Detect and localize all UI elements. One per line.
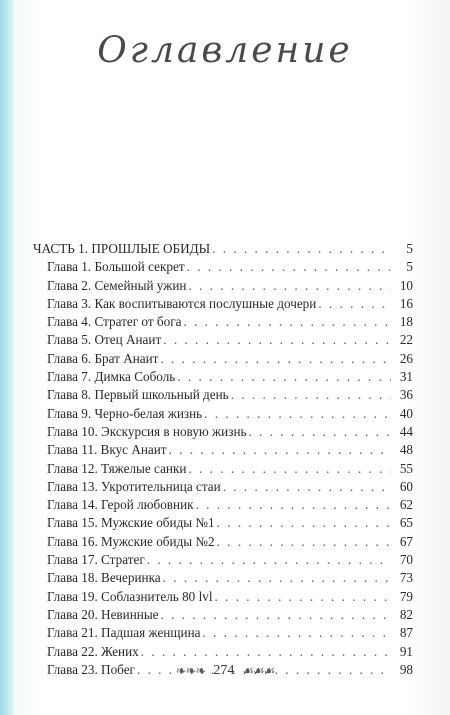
chapter-page: 65 [399, 515, 413, 531]
leader-dots [188, 277, 391, 295]
leader-dots [202, 624, 391, 642]
chapter-label: Глава 12. Тяжелые санки [47, 460, 187, 476]
chapter-page: 48 [399, 442, 413, 458]
leader-dots [196, 496, 391, 514]
toc-chapter-entry [33, 569, 413, 587]
leader-dots [188, 460, 391, 478]
chapter-list [33, 258, 413, 679]
chapter-page: 40 [399, 405, 413, 421]
leader-dots [204, 405, 391, 423]
part-label: ЧАСТЬ 1. ПРОШЛЫЕ ОБИДЫ [33, 241, 211, 256]
toc-chapter-entry [33, 295, 413, 313]
chapter-label: Глава 22. Жених [47, 643, 139, 659]
toc-chapter-entry [33, 313, 413, 331]
chapter-label: Глава 11. Вкус Анаит [47, 442, 167, 458]
toc-chapter-entry [33, 643, 413, 661]
leader-dots [215, 588, 392, 606]
chapter-label: Глава 15. Мужские обиды №1 [47, 515, 215, 531]
leader-dots [212, 240, 391, 258]
chapter-label: Глава 14. Герой любовник [47, 497, 194, 513]
chapter-label: Глава 10. Экскурсия в новую жизнь [47, 423, 247, 439]
chapter-label: Глава 16. Мужские обиды №2 [47, 533, 215, 549]
leader-dots [160, 350, 391, 368]
chapter-page: 62 [399, 497, 413, 513]
leader-dots [147, 551, 391, 569]
toc-chapter-entry [33, 478, 413, 496]
leader-dots [187, 258, 391, 276]
chapter-label: Глава 5. Отец Анаит [47, 332, 162, 348]
chapter-page: 5 [406, 259, 413, 275]
chapter-label: Глава 19. Соблазнитель 80 lvl [47, 588, 213, 604]
toc-chapter-entry [33, 423, 413, 441]
chapter-label: Глава 1. Большой секрет [47, 259, 185, 275]
leader-dots [161, 606, 391, 624]
toc-chapter-entry [33, 368, 413, 386]
leader-dots [217, 533, 391, 551]
leader-dots [169, 441, 391, 459]
chapter-page: 10 [399, 277, 413, 293]
toc-chapter-entry [33, 350, 413, 368]
toc-chapter-entry [33, 386, 413, 404]
chapter-label: Глава 17. Стратег [47, 552, 145, 568]
page-number: 274 [213, 663, 235, 678]
toc-chapter-entry [33, 460, 413, 478]
leader-dots [249, 423, 391, 441]
toc-chapter-entry [33, 496, 413, 514]
chapter-label: Глава 6. Брат Анаит [47, 350, 159, 366]
chapter-page: 73 [399, 570, 413, 586]
leader-dots [217, 514, 391, 532]
toc-chapter-entry [33, 258, 413, 276]
chapter-label: Глава 2. Семейный ужин [47, 277, 187, 293]
chapter-page: 70 [399, 552, 413, 568]
page-footer [0, 663, 450, 679]
ornament-left-icon: ❧❧❧ [175, 663, 206, 678]
chapter-page: 60 [399, 478, 413, 494]
leader-dots [223, 478, 391, 496]
toc-chapter-entry [33, 277, 413, 295]
chapter-page: 31 [399, 369, 413, 385]
chapter-label: Глава 18. Вечеринка [47, 570, 161, 586]
chapter-label: Глава 13. Укротительница стаи [47, 478, 221, 494]
chapter-page: 16 [399, 295, 413, 311]
chapter-page: 98 [399, 661, 413, 677]
chapter-label: Глава 3. Как воспитываются послушные дочери [47, 295, 317, 311]
toc-chapter-entry [33, 514, 413, 532]
toc-chapter-entry [33, 533, 413, 551]
toc-chapter-entry [33, 624, 413, 642]
chapter-page: 22 [399, 332, 413, 348]
chapter-label: Глава 8. Первый школьный день [47, 387, 229, 403]
chapter-page: 18 [399, 314, 413, 330]
chapter-label: Глава 4. Стратег от бога [47, 314, 182, 330]
leader-dots [231, 386, 391, 404]
chapter-label: Глава 7. Димка Соболь [47, 369, 176, 385]
toc-chapter-entry [33, 331, 413, 349]
chapter-page: 87 [399, 625, 413, 641]
toc-part-entry [33, 240, 413, 258]
toc-chapter-entry [33, 588, 413, 606]
toc-chapter-entry [33, 606, 413, 624]
chapter-page: 44 [399, 423, 413, 439]
chapter-label: Глава 9. Черно-белая жизнь [47, 405, 203, 421]
page-title: Оглавление [97, 30, 353, 71]
page-edge [0, 0, 14, 715]
toc-chapter-entry [33, 441, 413, 459]
chapter-label: Глава 20. Невинные [47, 606, 159, 622]
leader-dots [163, 569, 391, 587]
chapter-label: Глава 23. Побег [47, 661, 135, 677]
toc-chapter-entry [33, 405, 413, 423]
leader-dots [141, 643, 391, 661]
chapter-page: 91 [399, 643, 413, 659]
part-page: 5 [406, 241, 413, 256]
leader-dots [163, 331, 391, 349]
chapter-page: 36 [399, 387, 413, 403]
chapter-label: Глава 21. Падшая женщина [47, 625, 201, 641]
chapter-page: 55 [399, 460, 413, 476]
leader-dots [183, 313, 391, 331]
chapter-page: 79 [399, 588, 413, 604]
chapter-page: 26 [399, 350, 413, 366]
chapter-page: 82 [399, 606, 413, 622]
chapter-page: 67 [399, 533, 413, 549]
toc-chapter-entry [33, 551, 413, 569]
leader-dots [318, 295, 391, 313]
ornament-right-icon: ☙☙☙ [242, 663, 275, 678]
leader-dots [177, 368, 391, 386]
table-of-contents [33, 240, 413, 679]
